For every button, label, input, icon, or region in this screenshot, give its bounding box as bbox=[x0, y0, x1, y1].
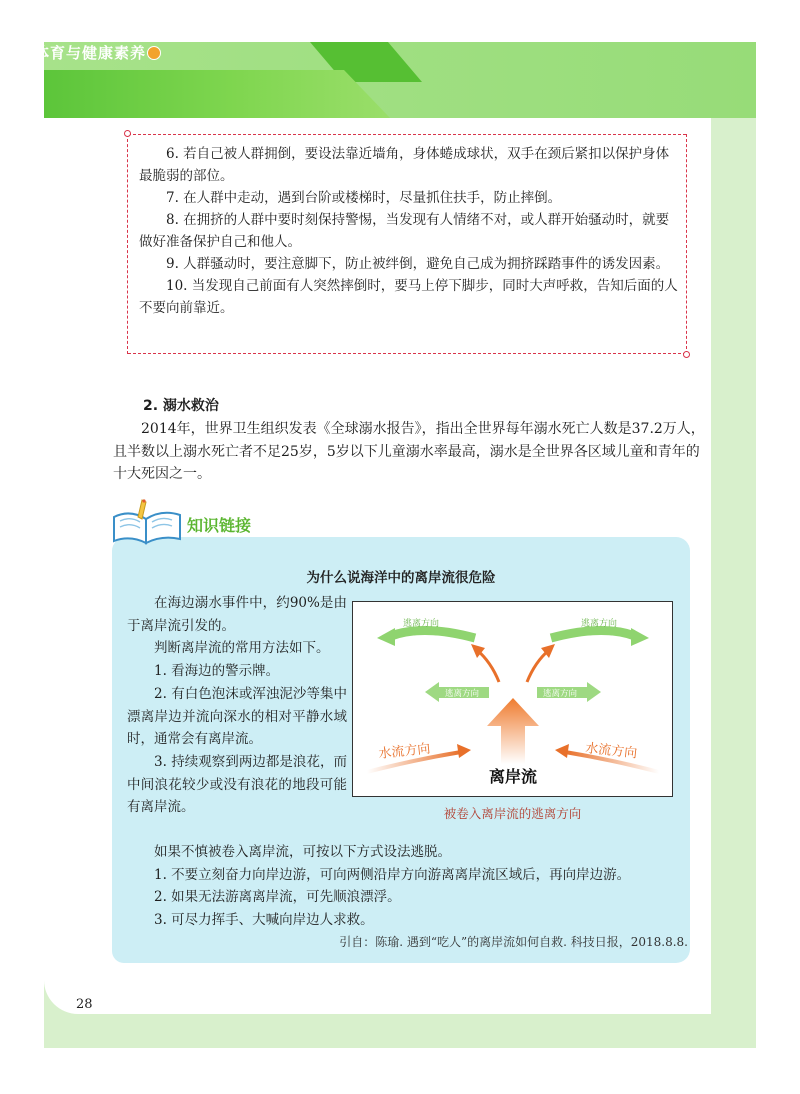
card-paragraph: 1. 看海边的警示牌。 bbox=[154, 663, 280, 680]
rip-current-label: 离岸流 bbox=[488, 767, 538, 786]
escape-label-left-top: 逃离方向 bbox=[403, 619, 440, 629]
card-paragraph: 3. 可尽力挥手、大喊向岸边人求救。 bbox=[154, 912, 374, 929]
header-title bbox=[34, 42, 161, 63]
citation: 引自：陈瑜. 遇到“吃人”的离岸流如何自救. 科技日报，2018.8.8. bbox=[339, 935, 688, 949]
card-paragraph: 2. 有白色泡沫或浑浊泥沙等集中漂离岸边并流向深水的相对平静水域时，通常会有离岸流。 bbox=[127, 685, 347, 748]
tip-item: 8. 在拥挤的人群中要时刻保持警惕，当发现有人情绪不对，或人群开始骚动时，就要做好准备保护自己和他人。 bbox=[139, 212, 670, 250]
header-title-text: 体育与健康素养 bbox=[34, 44, 147, 62]
rip-current-arrow bbox=[487, 698, 539, 764]
rip-current-figure bbox=[352, 601, 673, 797]
tip-item: 9. 人群骚动时，要注意脚下，防止被绊倒，避免自己成为拥挤踩踏事件的诱发因素。 bbox=[166, 256, 670, 272]
arrow-head bbox=[555, 744, 569, 758]
arrow-head bbox=[377, 628, 395, 646]
page-number: 28 bbox=[76, 997, 93, 1012]
corner-dot-icon bbox=[124, 130, 131, 137]
arrow-head bbox=[631, 628, 649, 646]
card-paragraph: 判断离岸流的常用方法如下。 bbox=[154, 640, 330, 657]
tips-box-bottom-edge bbox=[128, 353, 686, 354]
card-title: 为什么说海洋中的离岸流很危险 bbox=[306, 570, 496, 586]
tip-item: 6. 若自己被人群拥倒，要设法靠近墙角，身体蜷成球状，双手在颈后紧扣以保护身体最脆弱的部位。 bbox=[139, 146, 670, 184]
escape-arrow-right-top bbox=[551, 630, 635, 638]
escape-arrow-left-top bbox=[391, 630, 475, 638]
header-band bbox=[44, 70, 390, 118]
rip-current-diagram bbox=[353, 602, 674, 798]
escape-label-right-mid: 逃离方向 bbox=[543, 689, 578, 699]
tip-item: 10. 当发现自己前面有人突然摔倒时，要马上停下脚步，同时大声呼救，告知后面的人不要向前靠近。 bbox=[139, 278, 678, 316]
card-paragraph: 在海边溺水事件中，约90%是由于离岸流引发的。 bbox=[127, 595, 347, 634]
arrow-head bbox=[457, 744, 471, 758]
corner-dot-icon bbox=[683, 351, 690, 358]
figure-caption: 被卷入离岸流的逃离方向 bbox=[443, 806, 582, 821]
curve-arrow-right bbox=[527, 650, 549, 682]
card-paragraph: 1. 不要立刻奋力向岸边游，可向两侧沿岸方向游离离岸流区域后，再向岸边游。 bbox=[154, 866, 631, 883]
section-title: 2. 溺水救治 bbox=[143, 398, 219, 414]
tips-box-top-edge bbox=[128, 134, 686, 135]
card-paragraph: 2. 如果无法游离离岸流，可先顺浪漂浮。 bbox=[154, 889, 401, 906]
section-body: 2014年，世界卫生组织发表《全球溺水报告》，指出全世界每年溺水死亡人数是37.2万人，且半数以上溺水死亡者不足25岁，5岁以下儿童溺水率最高，溺水是全世界各区域儿童和青年的十大死因之一。 bbox=[113, 421, 705, 482]
card-escape-text bbox=[127, 841, 687, 932]
curve-arrow-left bbox=[477, 650, 499, 682]
card-paragraph: 3. 持续观察到两边都是浪花，而中间浪花较少或没有浪花的地段可能有离岸流。 bbox=[127, 753, 347, 816]
card-left-text bbox=[127, 592, 347, 819]
flow-label-right: 水流方向 bbox=[584, 741, 638, 762]
card-paragraph: 如果不慎被卷入离岸流，可按以下方式设法逃脱。 bbox=[154, 844, 451, 860]
knowledge-link-label: 知识链接 bbox=[187, 516, 252, 535]
escape-label-left-mid: 逃离方向 bbox=[445, 689, 480, 699]
flow-label-left: 水流方向 bbox=[377, 741, 432, 762]
tips-list bbox=[139, 143, 679, 319]
open-book-icon bbox=[108, 497, 188, 547]
header-badge-icon bbox=[147, 46, 161, 60]
tip-item: 7. 在人群中走动，遇到台阶或楼梯时，尽量抓住扶手，防止摔倒。 bbox=[166, 190, 562, 206]
escape-label-right-top: 逃离方向 bbox=[581, 619, 618, 629]
